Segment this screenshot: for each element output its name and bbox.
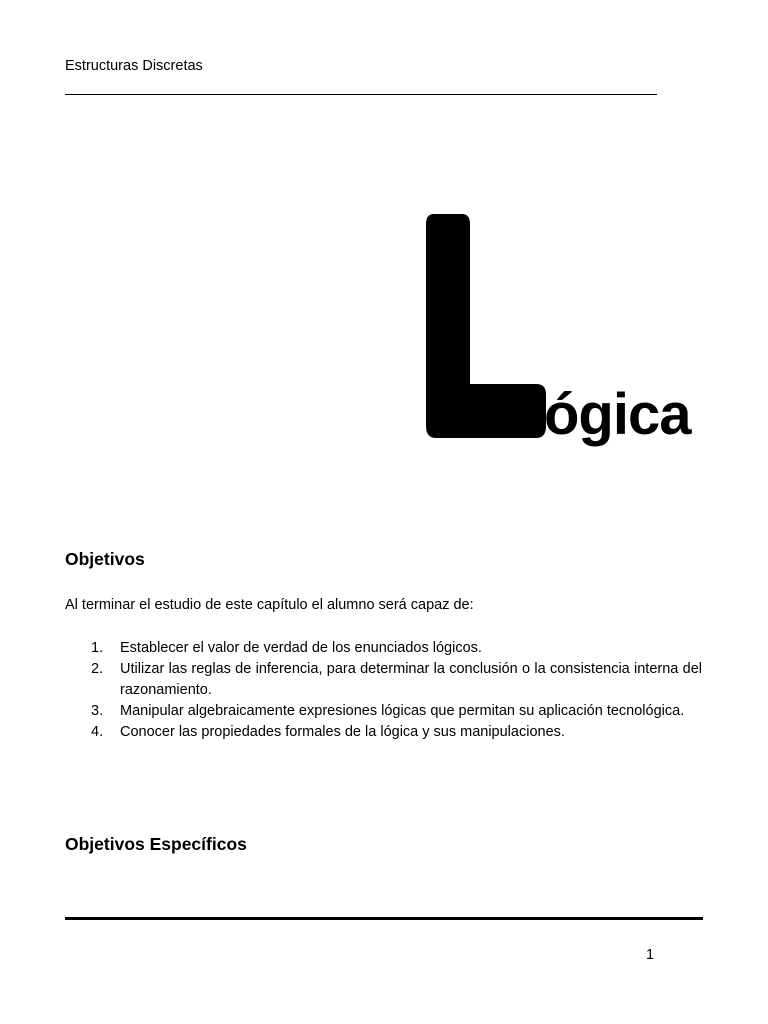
list-item-text: Conocer las propiedades formales de la lógica y sus manipulaciones. xyxy=(120,724,565,740)
list-item-text: Establecer el valor de verdad de los enunciados lógicos. xyxy=(120,640,482,656)
chapter-title-rest: ógica xyxy=(544,382,691,447)
header-course-title: Estructuras Discretas xyxy=(65,58,203,74)
list-item-number: 2. xyxy=(91,661,104,677)
list-item-number: 3. xyxy=(91,703,104,719)
list-item xyxy=(65,701,702,722)
specific-objectives-heading: Objetivos Específicos xyxy=(65,834,247,854)
objectives-intro: Al terminar el estudio de este capítulo el alumno será capaz de: xyxy=(65,597,474,613)
chapter-title xyxy=(424,214,714,450)
list-item xyxy=(65,638,702,659)
list-item-number: 4. xyxy=(91,724,104,740)
objectives-heading: Objetivos xyxy=(65,549,145,569)
objectives-list xyxy=(65,638,702,743)
big-initial-l xyxy=(424,214,546,438)
list-item-text: Utilizar las reglas de inferencia, para determinar la conclusión o la consistencia interna del razonamiento. xyxy=(120,661,702,698)
footer-rule xyxy=(65,917,703,920)
list-item-text: Manipular algebraicamente expresiones lógicas que permitan su aplicación tecnológica. xyxy=(120,703,685,719)
page-number: 1 xyxy=(646,947,655,963)
header-rule xyxy=(65,94,657,95)
list-item-number: 1. xyxy=(91,640,104,656)
list-item xyxy=(65,659,702,701)
list-item xyxy=(65,722,702,743)
